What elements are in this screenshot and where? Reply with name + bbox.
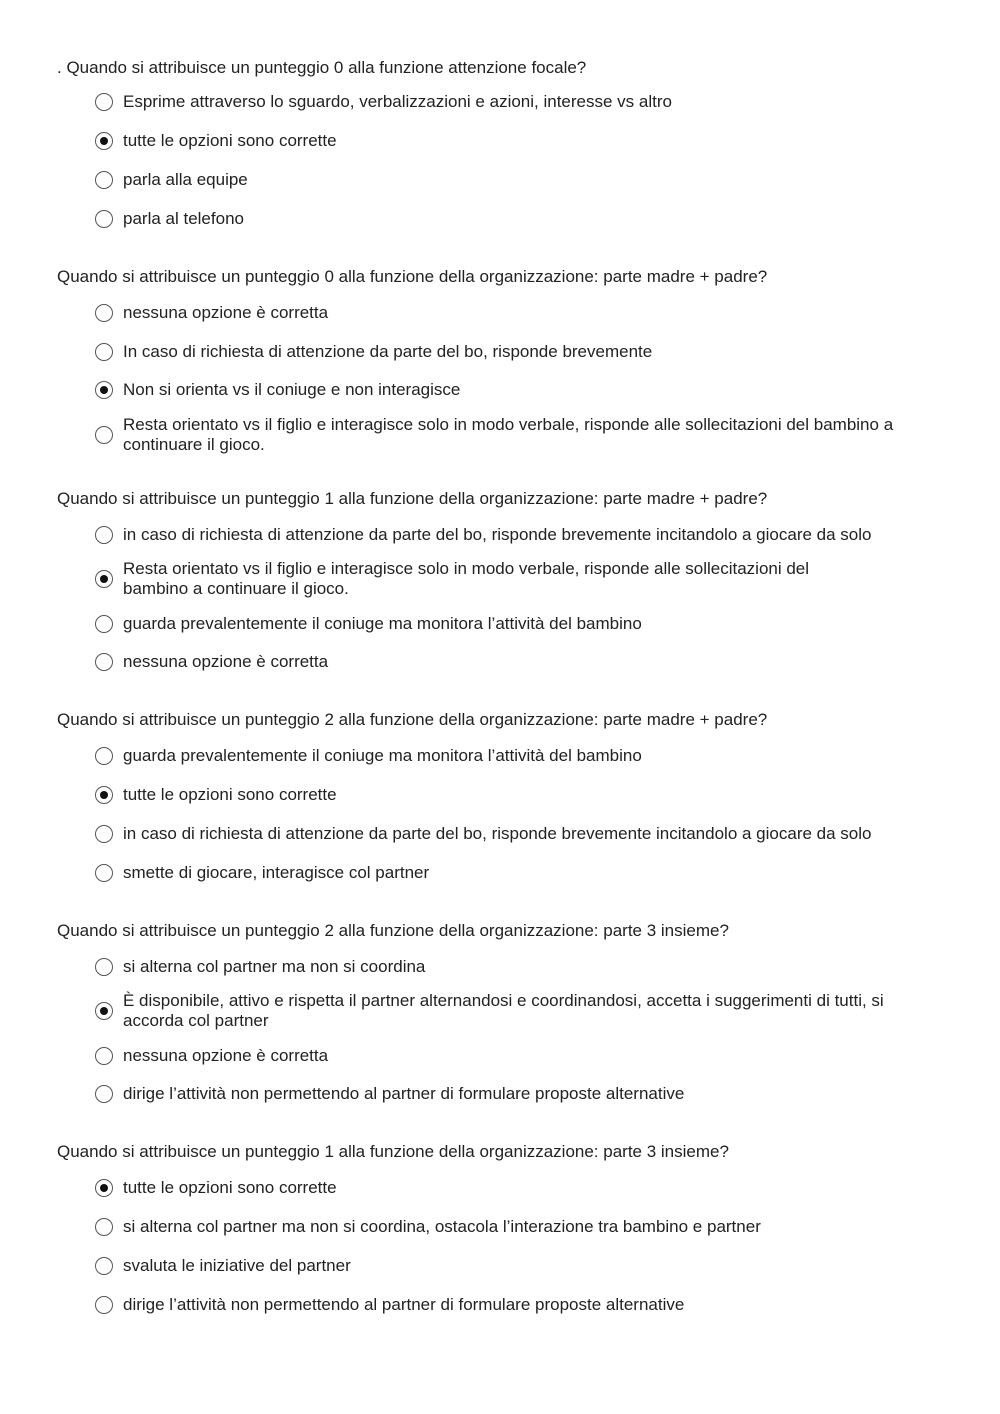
option-2[interactable]: [95, 558, 955, 600]
option-label: parla alla equipe: [123, 170, 248, 189]
option-2[interactable]: [95, 131, 955, 151]
option-2[interactable]: [95, 990, 955, 1032]
radio-button[interactable]: [95, 653, 113, 671]
option-label: In caso di richiesta di attenzione da parte del bo, risponde brevemente: [123, 342, 653, 361]
option-label: dirige l’attività non permettendo al partner di formulare proposte alternative: [123, 1084, 685, 1103]
option-4[interactable]: [95, 414, 955, 456]
radio-button[interactable]: [95, 786, 113, 804]
option-label: nessuna opzione è corretta: [123, 652, 329, 671]
radio-button[interactable]: [95, 1179, 113, 1197]
option-1[interactable]: [95, 92, 955, 112]
question-text: Quando si attribuisce un punteggio 2 alla funzione della organizzazione: parte 3 insieme?: [57, 921, 729, 940]
option-2[interactable]: [95, 342, 955, 362]
option-label: È disponibile, attivo e rispetta il partner alternandosi e coordinandosi, accetta i suggerimenti di tutti, si accorda col partner: [123, 991, 884, 1030]
radio-button[interactable]: [95, 343, 113, 361]
radio-button[interactable]: [95, 381, 113, 399]
option-3[interactable]: [95, 380, 955, 400]
option-3[interactable]: [95, 614, 955, 634]
radio-button[interactable]: [95, 825, 113, 843]
option-label: Resta orientato vs il figlio e interagisce solo in modo verbale, risponde alle sollecitazioni del bambino a continuare il gioco.: [123, 559, 810, 598]
option-label: guarda prevalentemente il coniuge ma monitora l’attività del bambino: [123, 614, 642, 633]
option-4[interactable]: [95, 652, 955, 672]
question-text: Quando si attribuisce un punteggio 1 alla funzione della organizzazione: parte madre + padre?: [57, 489, 768, 508]
option-label: dirige l’attività non permettendo al partner di formulare proposte alternative: [123, 1295, 685, 1314]
option-1[interactable]: [95, 746, 955, 766]
option-label: tutte le opzioni sono corrette: [123, 131, 337, 150]
radio-button[interactable]: [95, 958, 113, 976]
option-4[interactable]: [95, 863, 955, 883]
option-label: nessuna opzione è corretta: [123, 1046, 329, 1065]
radio-button[interactable]: [95, 615, 113, 633]
radio-button[interactable]: [95, 93, 113, 111]
option-label: si alterna col partner ma non si coordina, ostacola l’interazione tra bambino e partner: [123, 1217, 761, 1236]
radio-button[interactable]: [95, 747, 113, 765]
option-label: svaluta le iniziative del partner: [123, 1256, 351, 1275]
option-label: smette di giocare, interagisce col partner: [123, 863, 430, 882]
option-1[interactable]: [95, 525, 955, 545]
radio-button[interactable]: [95, 526, 113, 544]
radio-button[interactable]: [95, 864, 113, 882]
option-4[interactable]: [95, 1295, 955, 1315]
radio-button[interactable]: [95, 1296, 113, 1314]
option-label: tutte le opzioni sono corrette: [123, 785, 337, 804]
option-3[interactable]: [95, 1046, 955, 1066]
radio-button[interactable]: [95, 1047, 113, 1065]
option-label: si alterna col partner ma non si coordina: [123, 957, 426, 976]
radio-button[interactable]: [95, 304, 113, 322]
radio-button[interactable]: [95, 210, 113, 228]
option-3[interactable]: [95, 824, 955, 844]
option-4[interactable]: [95, 209, 955, 229]
option-label: guarda prevalentemente il coniuge ma monitora l’attività del bambino: [123, 746, 642, 765]
option-label: Esprime attraverso lo sguardo, verbalizzazioni e azioni, interesse vs altro: [123, 92, 672, 111]
radio-button[interactable]: [95, 1218, 113, 1236]
option-2[interactable]: [95, 785, 955, 805]
radio-button[interactable]: [95, 426, 113, 444]
radio-button[interactable]: [95, 171, 113, 189]
option-label: tutte le opzioni sono corrette: [123, 1178, 337, 1197]
question-text: . Quando si attribuisce un punteggio 0 alla funzione attenzione focale?: [57, 58, 587, 77]
option-3[interactable]: [95, 1256, 955, 1276]
radio-button[interactable]: [95, 1002, 113, 1020]
radio-button[interactable]: [95, 1257, 113, 1275]
option-4[interactable]: [95, 1084, 955, 1104]
option-label: Resta orientato vs il figlio e interagisce solo in modo verbale, risponde alle sollecitazioni del bambino a continuare il gioco.: [123, 415, 894, 454]
radio-button[interactable]: [95, 1085, 113, 1103]
option-label: in caso di richiesta di attenzione da parte del bo, risponde brevemente incitandolo a giocare da solo: [123, 824, 872, 843]
option-label: nessuna opzione è corretta: [123, 303, 329, 322]
option-label: in caso di richiesta di attenzione da parte del bo, risponde brevemente incitandolo a giocare da solo: [123, 525, 872, 544]
question-text: Quando si attribuisce un punteggio 0 alla funzione della organizzazione: parte madre + padre?: [57, 267, 768, 286]
question-text: Quando si attribuisce un punteggio 1 alla funzione della organizzazione: parte 3 insieme?: [57, 1142, 729, 1161]
radio-button[interactable]: [95, 570, 113, 588]
option-1[interactable]: [95, 957, 955, 977]
radio-button[interactable]: [95, 132, 113, 150]
option-2[interactable]: [95, 1217, 955, 1237]
option-1[interactable]: [95, 303, 955, 323]
option-1[interactable]: [95, 1178, 955, 1198]
option-label: parla al telefono: [123, 209, 244, 228]
option-3[interactable]: [95, 170, 955, 190]
option-label: Non si orienta vs il coniuge e non interagisce: [123, 380, 461, 399]
question-text: Quando si attribuisce un punteggio 2 alla funzione della organizzazione: parte madre + padre?: [57, 710, 768, 729]
